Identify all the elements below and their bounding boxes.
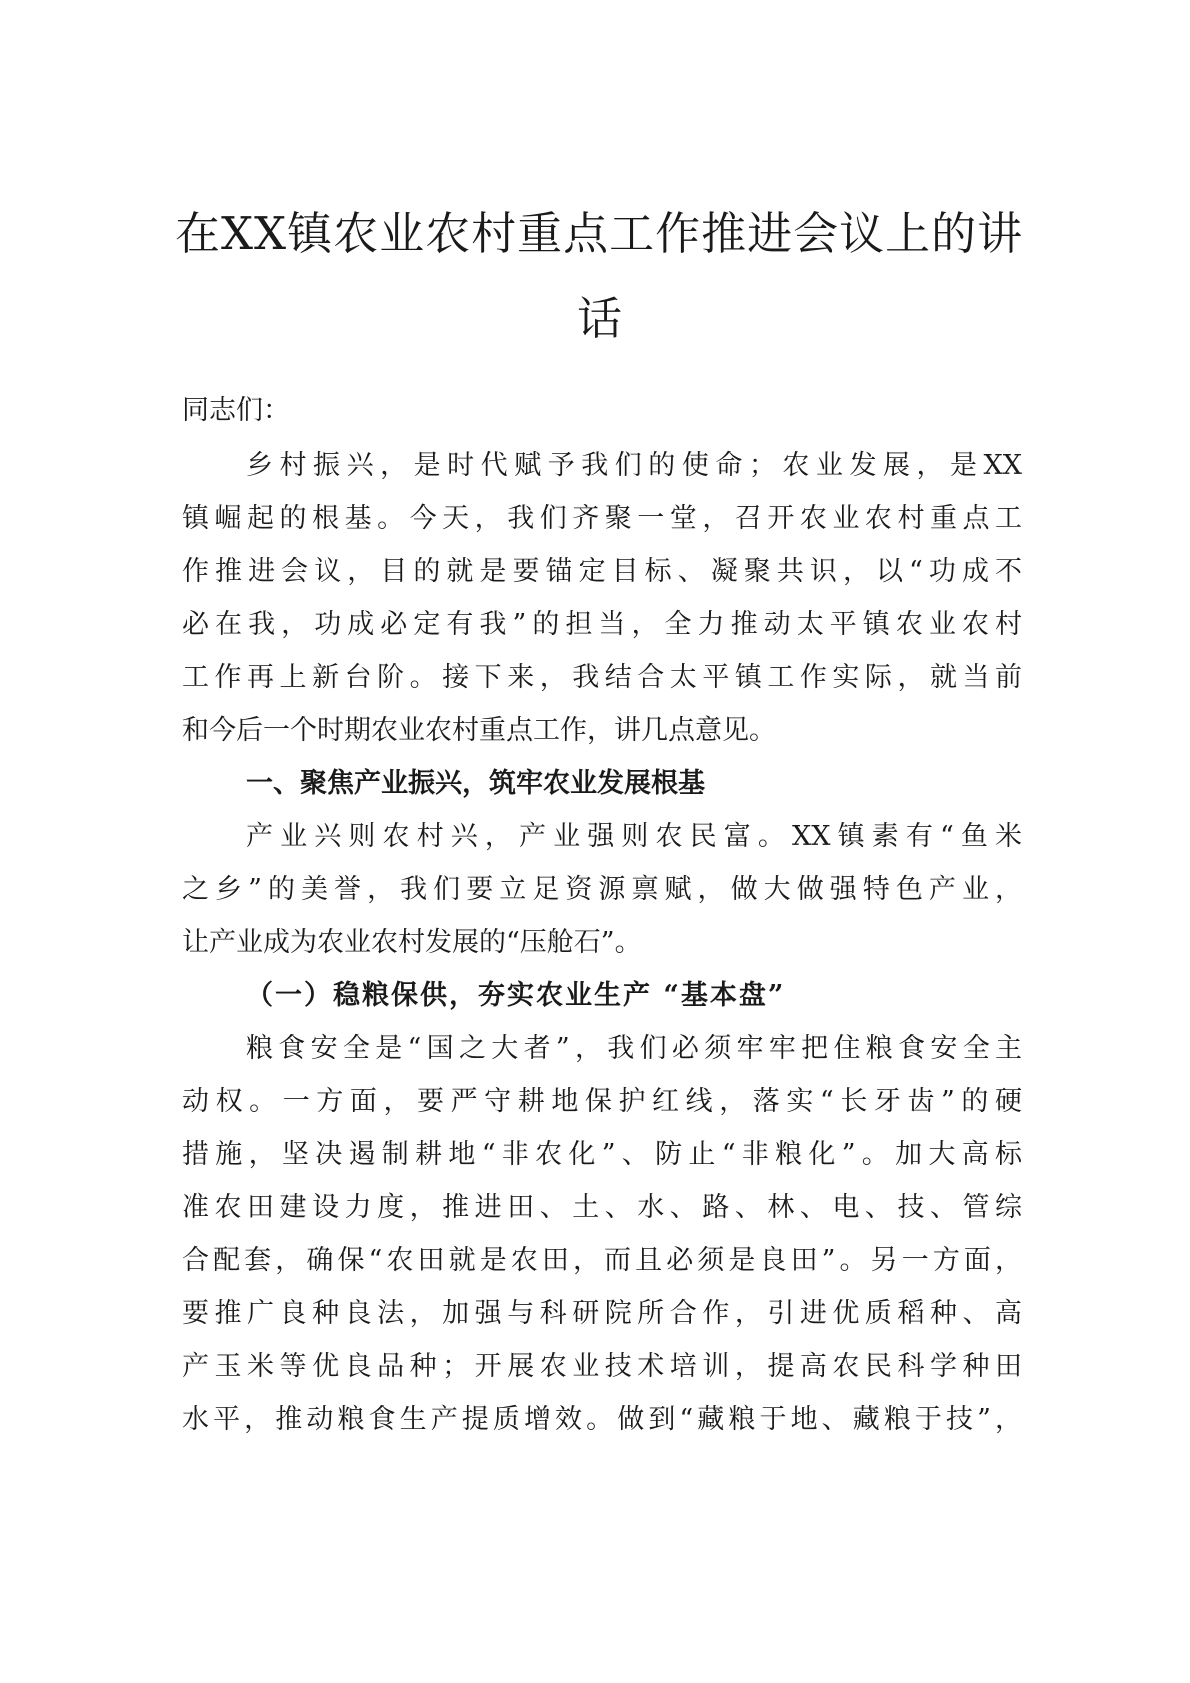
section-1-line-2: 之乡”的美誉，我们要立足资源禀赋，做大做强特色产业，	[182, 874, 1022, 905]
intro-line-6: 和今后一个时期农业农村重点工作，讲几点意见。	[182, 715, 776, 746]
section-1-line-1: 产业兴则农村兴，产业强则农民富。XX镇素有“鱼米	[246, 821, 1022, 852]
intro-line-2: 镇崛起的根基。今天，我们齐聚一堂，召开农业农村重点工	[182, 503, 1022, 534]
intro-line-3: 作推进会议，目的就是要锚定目标、凝聚共识，以“功成不	[182, 556, 1022, 587]
intro-line-1: 乡村振兴，是时代赋予我们的使命；农业发展，是XX	[246, 450, 1022, 481]
intro-line-4: 必在我，功成必定有我”的担当，全力推动太平镇农业农村	[182, 609, 1022, 640]
document-title-line-1: 在XX镇农业农村重点工作推进会议上的讲	[175, 207, 1024, 260]
subsection-1-line-6: 要推广良种良法，加强与科研院所合作，引进优质稻种、高	[182, 1298, 1022, 1329]
subsection-1-line-2: 动权。一方面，要严守耕地保护红线，落实“长牙齿”的硬	[182, 1086, 1022, 1117]
subsection-1-line-3: 措施，坚决遏制耕地“非农化”、防止“非粮化”。加大高标	[182, 1139, 1022, 1170]
subsection-1-line-1: 粮食安全是“国之大者”，我们必须牢牢把住粮食安全主	[246, 1033, 1022, 1064]
subsection-1-line-5: 合配套，确保“农田就是农田，而且必须是良田”。另一方面，	[182, 1245, 1022, 1276]
section-1-heading: 一、聚焦产业振兴，筑牢农业发展根基	[246, 768, 705, 799]
document-title-line-2: 话	[576, 292, 623, 345]
subsection-1-line-8: 水平，推动粮食生产提质增效。做到“藏粮于地、藏粮于技”，	[182, 1404, 1022, 1435]
intro-line-5: 工作再上新台阶。接下来，我结合太平镇工作实际，就当前	[182, 662, 1022, 693]
subsection-1-heading: （一）稳粮保供，夯实农业生产 “基本盘”	[246, 980, 786, 1011]
subsection-1-line-7: 产玉米等优良品种；开展农业技术培训，提高农民科学种田	[182, 1351, 1022, 1382]
subsection-1-line-4: 准农田建设力度，推进田、土、水、路、林、电、技、管综	[182, 1192, 1022, 1223]
section-1-line-3: 让产业成为农业农村发展的“压舱石”。	[182, 927, 642, 958]
salutation: 同志们：	[182, 395, 290, 426]
